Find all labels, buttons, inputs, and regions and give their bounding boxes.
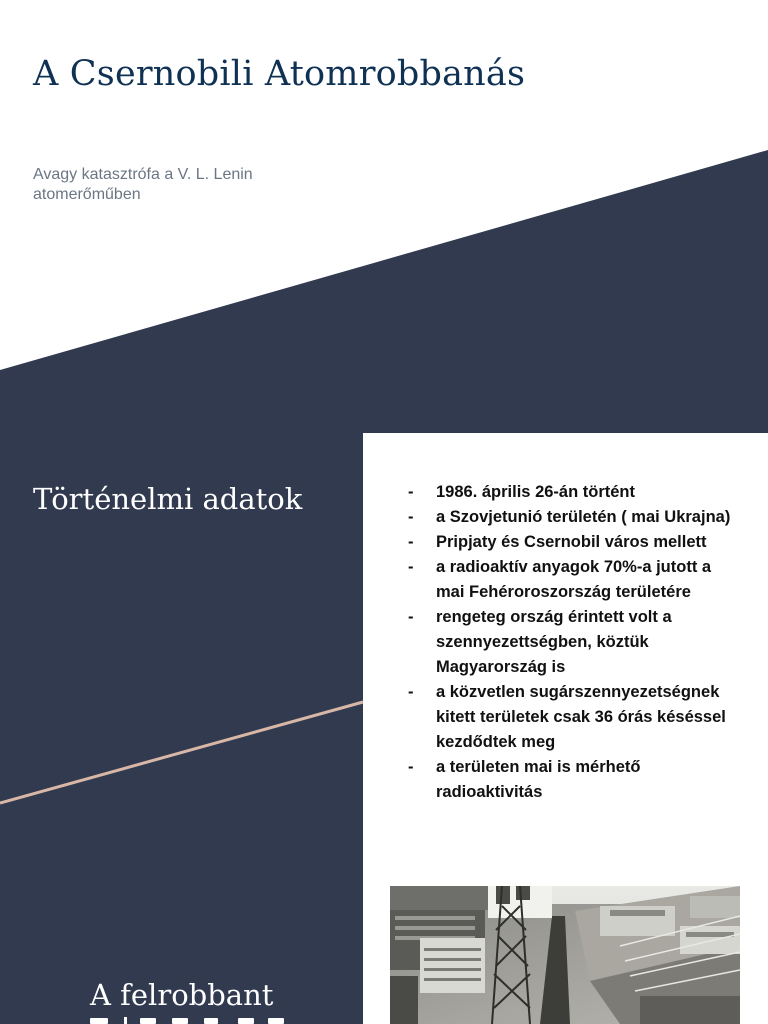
list-item [408,755,743,805]
list-item [408,680,743,755]
list-item [408,480,743,505]
list-item [408,605,743,680]
fact-text: a Szovjetunió területén ( mai Ukrajna) [436,508,731,526]
slide-title: A Csernobili Atomrobbanás [33,54,526,94]
bullet-dash: - [408,483,414,501]
list-item [408,530,743,555]
power-plant-photo [390,886,740,1024]
fact-text: a közvetlen sugárszennyezetségnek kitett területek csak 36 órás késéssel kezdődtek meg [436,683,726,751]
fact-text: a radioaktív anyagok 70%-a jutott a mai Fehéroroszország területére [436,558,712,601]
bullet-dash: - [408,608,414,626]
list-item [408,505,743,530]
fact-text: Pripjaty és Csernobil város mellett [436,533,707,551]
power-plant-photo-illustration [390,886,740,1024]
facts-list [408,480,743,805]
bullet-dash: - [408,758,414,776]
fact-text: rengeteg ország érintett volt a szennyezettségben, köztük Magyarország is [436,608,672,676]
slide-subtitle: Avagy katasztrófa a V. L. Lenin atomerőműben [33,166,253,203]
bullet-dash: - [408,558,414,576]
bottom-heading-descender-fragment [88,1015,288,1024]
bullet-dash: - [408,533,414,551]
fact-text: 1986. április 26-án történt [436,483,635,501]
bullet-dash: - [408,683,414,701]
bullet-dash: - [408,508,414,526]
section-heading-history: Történelmi adatok [33,482,303,516]
fact-text: a területen mai is mérhető radioaktivitás [436,758,641,801]
list-item [408,555,743,605]
section-heading-exploded-reactor: A felrobbant [90,978,274,1012]
partial-second-line-decoration [88,1015,288,1024]
